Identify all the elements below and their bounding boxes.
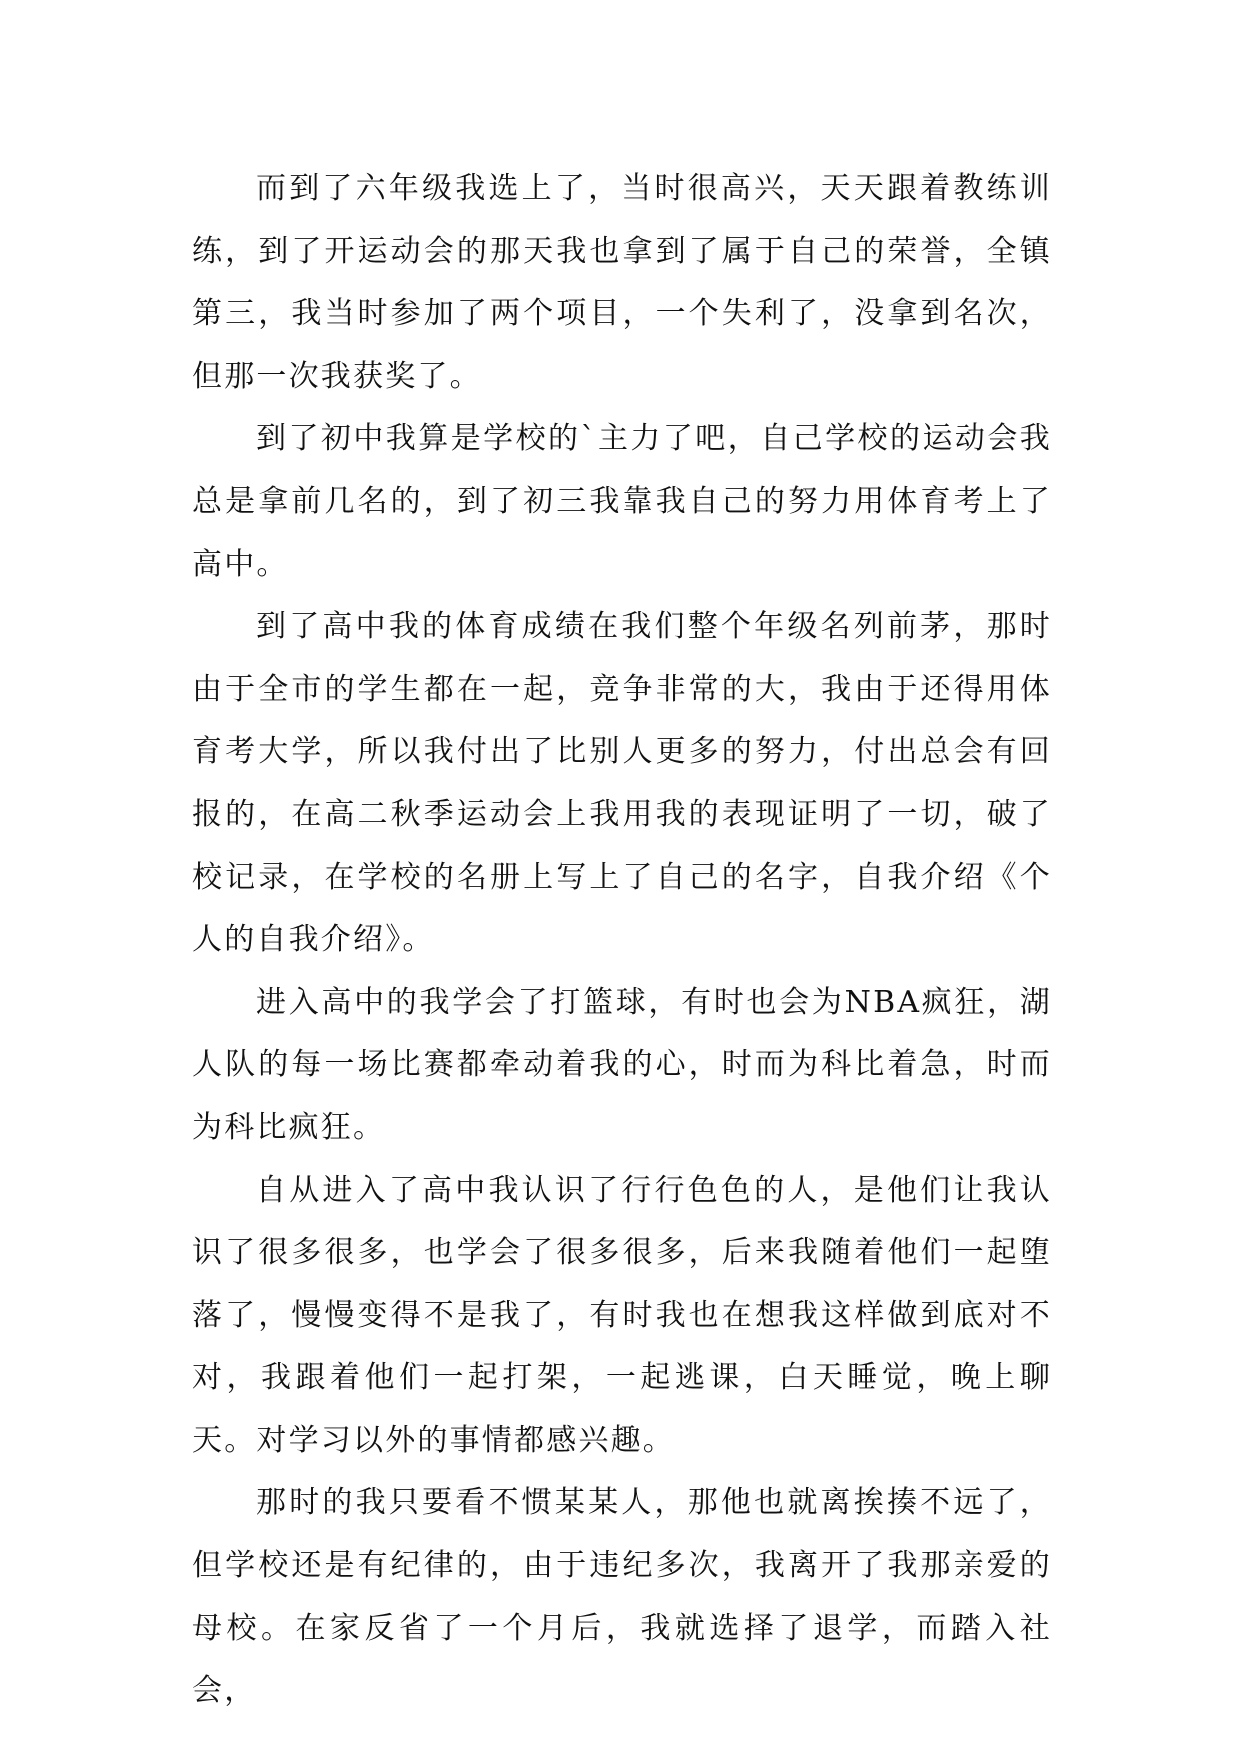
paragraph: 到了高中我的体育成绩在我们整个年级名列前茅，那时由于全市的学生都在一起，竞争非常的大，我由于还得用体育考大学，所以我付出了比别人更多的努力，付出总会有回报的，在高二秋季运动会上我用我的表现证明了一切，破了校记录，在学校的名册上写上了自己的名字，自我介绍《个人的自我介绍》。 (192, 609, 1052, 958)
document-body (192, 158, 1052, 1723)
paragraph: 那时的我只要看不惯某某人，那他也就离挨揍不远了，但学校还是有纪律的，由于违纪多次，我离开了我那亲爱的母校。在家反省了一个月后，我就选择了退学，而踏入社会， (192, 1485, 1052, 1709)
paragraph: 到了初中我算是学校的`主力了吧，自己学校的运动会我总是拿前几名的，到了初三我靠我自己的努力用体育考上了高中。 (192, 421, 1052, 582)
paragraph: 进入高中的我学会了打篮球，有时也会为NBA疯狂，湖人队的每一场比赛都牵动着我的心，时而为科比着急，时而为科比疯狂。 (192, 984, 1052, 1145)
paragraph: 自从进入了高中我认识了行行色色的人，是他们让我认识了很多很多，也学会了很多很多，后来我随着他们一起堕落了，慢慢变得不是我了，有时我也在想我这样做到底对不对，我跟着他们一起打架，一起逃课，白天睡觉，晚上聊天。对学习以外的事情都感兴趣。 (192, 1172, 1052, 1458)
paragraph: 而到了六年级我选上了，当时很高兴，天天跟着教练训练，到了开运动会的那天我也拿到了属于自己的荣誉，全镇第三，我当时参加了两个项目，一个失利了，没拿到名次，但那一次我获奖了。 (192, 171, 1052, 394)
